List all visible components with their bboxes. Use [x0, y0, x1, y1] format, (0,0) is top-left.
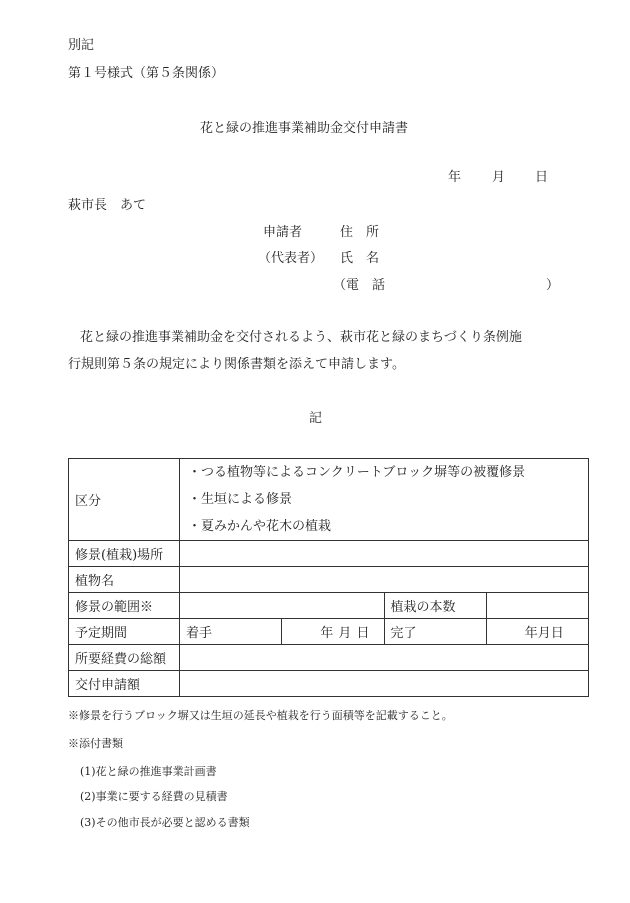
planting-count-label: 植栽の本数	[384, 593, 486, 619]
body-text-line2: 行規則第５条の規定により関係書類を添えて申請します。	[68, 357, 405, 372]
attachment-item-2: (2)事業に要する経費の見積書	[80, 790, 228, 803]
table-row-category	[69, 459, 589, 541]
date-day: 日	[535, 170, 549, 185]
applicant-label: 申請者	[263, 225, 303, 240]
addressee: 萩市長 あて	[68, 198, 147, 213]
address-label: 住 所	[340, 225, 380, 240]
plant-name-field	[180, 567, 589, 593]
representative-label: （代表者）	[258, 251, 324, 266]
date-year: 年	[448, 170, 462, 185]
start-year: 年	[320, 626, 334, 641]
total-cost-label: 所要経費の総額	[69, 645, 180, 671]
note-scope: ※修景を行うブロック塀又は生垣の延長や植栽を行う面積等を記載すること。	[68, 709, 453, 722]
date-month: 月	[492, 170, 506, 185]
table-row-location	[69, 541, 589, 567]
start-day: 日	[356, 626, 370, 641]
category-option-3: ・夏みかんや花木の植栽	[188, 519, 332, 534]
complete-year: 年	[524, 626, 538, 641]
requested-amount-field	[180, 671, 589, 697]
application-table	[68, 458, 589, 697]
attachment-item-1: (1)花と緑の推進事業計画書	[80, 765, 217, 778]
start-label: 着手	[180, 619, 282, 645]
table-row-total-cost	[69, 645, 589, 671]
start-date-cell	[282, 619, 384, 645]
phone-label: （電 話	[333, 278, 386, 293]
total-cost-field	[180, 645, 589, 671]
start-month: 月	[338, 626, 352, 641]
attachments-title: ※添付書類	[68, 737, 123, 750]
complete-month: 月	[537, 626, 551, 641]
document-title: 花と緑の推進事業補助金交付申請書	[200, 121, 409, 136]
table-row-schedule	[69, 619, 589, 645]
location-label: 修景(植栽)場所	[69, 541, 180, 567]
body-text-line1: 花と緑の推進事業補助金を交付されるよう、萩市花と緑のまちづくり条例施	[80, 330, 522, 345]
complete-date-cell	[486, 619, 588, 645]
complete-day: 日	[550, 626, 564, 641]
attachment-item-3: (3)その他市長が必要と認める書類	[80, 816, 250, 829]
ki-heading: 記	[309, 411, 323, 426]
scope-label: 修景の範囲※	[69, 593, 180, 619]
category-option-2: ・生垣による修景	[188, 492, 293, 507]
table-row-scope	[69, 593, 589, 619]
complete-label: 完了	[384, 619, 486, 645]
category-option-1: ・つる植物等によるコンクリートブロック塀等の被覆修景	[188, 465, 526, 480]
form-number: 第１号様式（第５条関係）	[68, 66, 225, 81]
plant-name-label: 植物名	[69, 567, 180, 593]
table-row-plant-name	[69, 567, 589, 593]
annex-label: 別記	[68, 38, 95, 53]
table-row-requested-amount	[69, 671, 589, 697]
planting-count-field	[486, 593, 588, 619]
location-field	[180, 541, 589, 567]
requested-amount-label: 交付申請額	[69, 671, 180, 697]
name-label: 氏 名	[340, 251, 380, 266]
schedule-label: 予定期間	[69, 619, 180, 645]
scope-field	[180, 593, 385, 619]
phone-close: ）	[546, 278, 560, 293]
category-options-cell	[180, 459, 589, 541]
category-label: 区分	[69, 459, 180, 541]
